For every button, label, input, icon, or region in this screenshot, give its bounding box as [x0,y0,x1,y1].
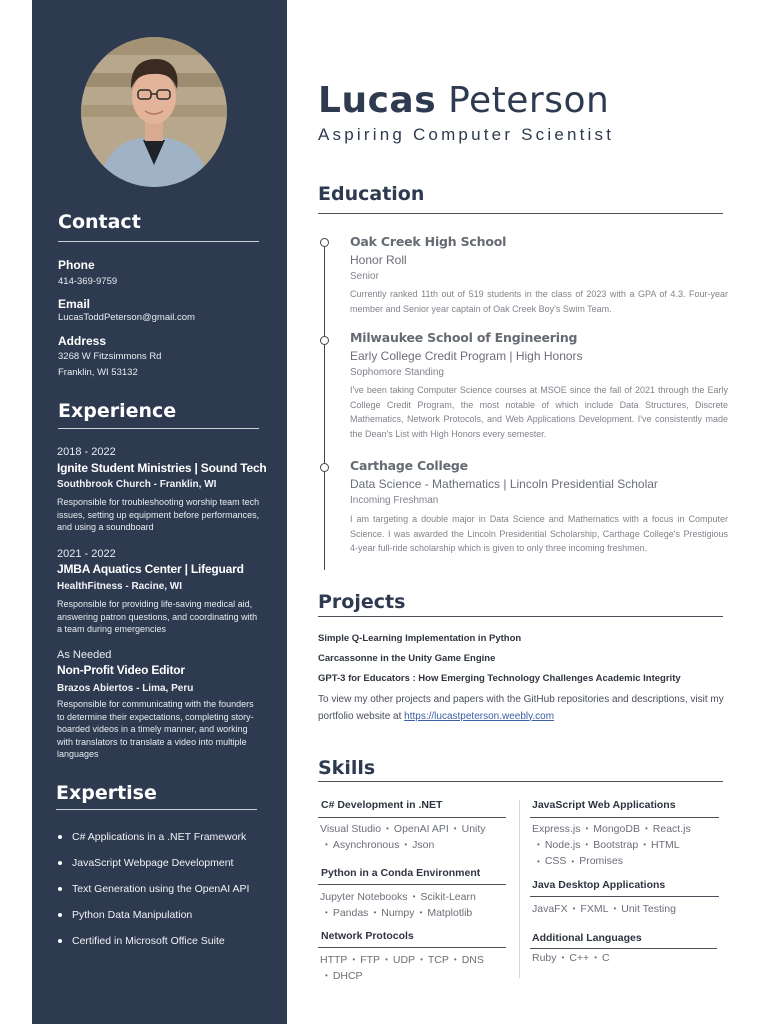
skill-item: Ruby [532,952,557,964]
experience-description: Responsible for communicating with the founders to determine their expectations, completing story-boarded videos in a timely manner, and working with translators to translate a video into multiple languages [57,699,254,759]
last-name: Peterson [448,80,610,121]
experience-org: HealthFitness - Racine, WI [57,581,183,592]
separator: • [537,840,540,850]
separator: • [643,840,646,850]
separator: • [613,904,617,914]
person-title: Aspiring Computer Scientist [318,125,615,144]
timeline-dot [320,336,329,345]
skill-group-title: JavaScript Web Applications [532,799,676,811]
skill-item: Unity [461,823,486,835]
education-subtitle: Data Science - Mathematics | Lincoln Presidential Scholar [350,477,658,491]
skill-item: Visual Studio [320,823,382,835]
skill-item: Bootstrap [593,839,639,852]
separator: • [585,840,589,850]
contact-heading: Contact [58,211,141,233]
skill-item: FTP [360,954,381,966]
timeline-dot [320,463,329,472]
separator: • [453,955,457,965]
list-item: C# Applications in a .NET Framework [58,829,273,855]
separator: • [644,824,648,834]
experience-dates: As Needed [57,649,112,661]
separator: • [420,955,423,965]
skill-item: Promises [579,855,623,868]
expertise-heading: Expertise [56,782,157,804]
education-level: Senior [350,271,379,282]
separator: • [404,840,408,850]
projects-divider [318,616,723,617]
skill-item: CSS [544,855,567,868]
skill-group-items [320,952,515,984]
separator: • [572,904,576,914]
portfolio-note [318,692,728,725]
skill-item: Pandas [332,907,369,920]
separator: • [594,953,597,963]
experience-divider [58,428,259,429]
skills-column-divider [519,800,520,978]
separator: • [325,971,328,981]
project-item: Carcassonne in the Unity Game Engine [318,653,496,664]
separator: • [571,856,575,866]
skill-item: Scikit-Learn [420,891,476,903]
first-name: Lucas [318,80,437,121]
skill-item: Json [412,839,435,852]
expertise-list [58,829,273,959]
email-value: LucasToddPeterson@gmail.com [58,312,195,323]
skill-group-title: Network Protocols [321,930,414,942]
skill-group-items [532,901,727,917]
skill-item: C [602,952,610,964]
address-label: Address [58,334,107,348]
education-subtitle: Early College Credit Program | High Honors [350,349,583,363]
skill-group-title: Java Desktop Applications [532,879,666,891]
skill-group-divider [318,817,506,818]
separator: • [419,908,423,918]
skill-group-items [532,821,727,870]
skill-item: UDP [392,954,416,966]
email-label: Email [58,297,91,311]
projects-heading: Projects [318,591,406,613]
skill-item: MongoDB [593,823,640,835]
skill-group-divider [530,896,719,897]
skill-item: Asynchronous [332,839,400,852]
skill-item: HTML [651,839,680,852]
skill-item: Node.js [544,839,581,852]
education-school: Milwaukee School of Engineering [350,330,578,345]
education-heading: Education [318,183,425,205]
separator: • [453,824,457,834]
sidebar [32,0,287,1024]
list-item: Text Generation using the OpenAI API [58,881,273,907]
portfolio-link[interactable]: https://lucastpeterson.weebly.com [404,710,555,722]
experience-dates: 2018 - 2022 [57,446,116,458]
skill-group-title: C# Development in .NET [321,799,443,811]
contact-divider [58,241,259,242]
skill-group-divider [530,817,719,818]
skill-item: Express.js [532,823,581,835]
experience-description: Responsible for troubleshooting worship team tech issues, setting up equipment before performances, and using a soundboard [57,497,260,532]
skill-item: DNS [461,954,484,966]
timeline-dot [320,238,329,247]
skill-group-items [320,821,510,853]
separator: • [352,955,356,965]
skill-group-divider [318,947,506,948]
phone-value: 414-369-9759 [58,276,118,287]
separator: • [325,908,328,918]
separator: • [412,892,416,902]
skill-group-divider [530,948,717,949]
skills-divider [318,781,723,782]
separator: • [386,824,389,834]
separator: • [585,824,589,834]
experience-title: Non-Profit Video Editor [57,663,185,677]
experience-title: JMBA Aquatics Center | Lifeguard [57,562,244,576]
skill-item: Unit Testing [621,903,676,915]
skill-group-title: Python in a Conda Environment [321,867,481,879]
list-item: JavaScript Webpage Development [58,855,273,881]
list-item: Certified in Microsoft Office Suite [58,933,273,959]
skill-item: React.js [652,823,691,835]
skill-item: JavaFX [532,903,568,915]
education-description: I am targeting a double major in Data Science and Mathematics with a focus in Computer Science. I was awarded the Lincoln Presidential Scholarship, Carthage College's Prestigious 4-year full-ride scholarship which is given to only three incoming freshmen. [350,514,728,553]
phone-label: Phone [58,258,95,272]
separator: • [373,908,377,918]
skill-group-items [320,889,515,921]
experience-dates: 2021 - 2022 [57,548,116,560]
person-name [318,80,609,121]
experience-heading: Experience [58,400,177,422]
skill-item: HTTP [320,954,348,966]
skill-item: TCP [427,954,449,966]
education-divider [318,213,723,214]
separator: • [537,856,540,866]
expertise-divider [56,809,257,810]
timeline-line [324,243,325,570]
skills-heading: Skills [318,757,376,779]
skill-item: C++ [569,952,590,964]
skill-item: DHCP [332,970,363,983]
education-description: Currently ranked 11th out of 519 students in the class of 2023 with a GPA of 4.3. Four-year member and Senior year captain of Oak Creek Boy's Swim Team. [350,289,728,314]
skill-item: Matplotlib [427,907,473,920]
education-subtitle: Honor Roll [350,253,407,267]
education-level: Incoming Freshman [350,495,439,506]
portfolio-note-text: To view my other projects and papers with the GitHub repositories and descriptions, visit my portfolio website at [318,694,724,722]
skill-group-title: Additional Languages [532,932,642,944]
list-item: Python Data Manipulation [58,907,273,933]
experience-org: Southbrook Church - Franklin, WI [57,479,217,490]
education-level: Sophomore Standing [350,367,444,378]
project-item: Simple Q-Learning Implementation in Python [318,633,522,644]
separator: • [325,840,328,850]
experience-title: Ignite Student Ministries | Sound Tech [57,461,267,475]
separator: • [385,955,388,965]
education-school: Carthage College [350,458,468,473]
experience-description: Responsible for providing life-saving medical aid, answering patron questions, and coordinating with a team during emergencies [57,599,258,634]
education-description: I've been taking Computer Science courses at MSOE since the fall of 2021 through the Early College Credit Program, the most notable of which include Data Structures, Discrete Mathematics, Network Protocols, and Web Applications Development. I've consistently made the Dean's List with High Honors every semester. [350,385,728,439]
experience-org: Brazos Abiertos - Lima, Peru [57,683,194,694]
skill-group-divider [318,884,506,885]
skill-item: FXML [580,903,609,915]
education-school: Oak Creek High School [350,234,507,249]
skill-item: Jupyter Notebooks [320,891,408,903]
separator: • [561,953,565,963]
skill-item: Numpy [381,907,415,920]
project-item: GPT-3 for Educators : How Emerging Technology Challenges Academic Integrity [318,673,681,684]
address-line1: 3268 W Fitzsimmons Rd [58,351,162,362]
skill-group-items [532,950,727,966]
profile-photo [81,37,227,187]
skill-item: OpenAI API [393,823,449,835]
address-line2: Franklin, WI 53132 [58,367,138,378]
